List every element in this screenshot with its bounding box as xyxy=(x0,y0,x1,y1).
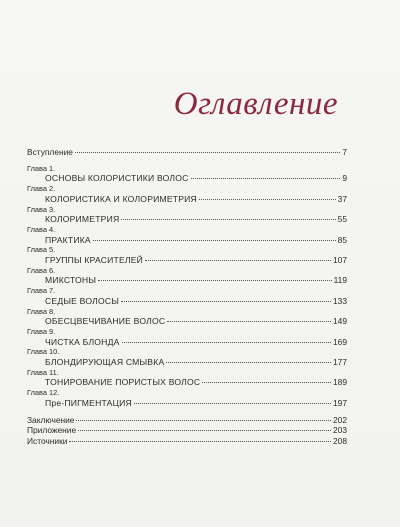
table-of-contents xyxy=(27,147,347,447)
chapter-title: СЕДЫЕ ВОЛОСЫ xyxy=(45,295,120,306)
dot-leader xyxy=(69,441,331,442)
dot-leader xyxy=(78,430,331,431)
chapter-page: 149 xyxy=(333,316,347,327)
backmatter-label: Приложение xyxy=(27,425,77,436)
chapter-number xyxy=(27,307,347,317)
chapter-number-label: Глава 1. xyxy=(27,163,56,173)
chapter-number xyxy=(27,245,347,255)
toc-entry-chapter xyxy=(27,275,347,286)
backmatter-page: 208 xyxy=(333,436,347,447)
chapter-number xyxy=(27,164,347,174)
toc-entry-chapter xyxy=(27,173,347,184)
toc-entry-backmatter xyxy=(27,415,347,426)
backmatter-label: Заключение xyxy=(27,414,75,425)
dot-leader xyxy=(191,178,341,179)
toc-entry-chapter xyxy=(27,194,347,205)
chapter-page: 197 xyxy=(333,397,347,408)
chapter-number-label: Глава 7. xyxy=(27,286,56,296)
dot-leader xyxy=(98,280,332,281)
chapter-page: 55 xyxy=(337,214,347,225)
chapter-number-label: Глава 11. xyxy=(27,367,59,377)
toc-entry-chapter xyxy=(27,398,347,409)
appendix-list xyxy=(27,415,347,448)
chapter-number-label: Глава 8. xyxy=(27,306,56,316)
dot-leader xyxy=(134,403,331,404)
chapter-number-label: Глава 4. xyxy=(27,225,56,235)
chapter-number xyxy=(27,184,347,194)
toc-entry-backmatter xyxy=(27,425,347,436)
chapter-title: Пре-ПИГМЕНТАЦИЯ xyxy=(45,397,132,408)
chapter-page: 37 xyxy=(337,193,347,204)
toc-entry-chapter xyxy=(27,357,347,368)
dot-leader xyxy=(75,152,340,153)
toc-entry-chapter xyxy=(27,235,347,246)
toc-entry-intro xyxy=(27,147,347,158)
chapter-title: ОСНОВЫ КОЛОРИСТИКИ ВОЛОС xyxy=(45,173,189,184)
chapter-number xyxy=(27,266,347,276)
chapter-title: ГРУППЫ КРАСИТЕЛЕЙ xyxy=(45,254,144,265)
dot-leader xyxy=(202,382,331,383)
chapter-title: БЛОНДИРУЮЩАЯ СМЫВКА xyxy=(45,356,165,367)
chapter-number xyxy=(27,225,347,235)
toc-entry-backmatter xyxy=(27,436,347,447)
chapter-page: 189 xyxy=(333,377,347,388)
chapter-title: ТОНИРОВАНИЕ ПОРИСТЫХ ВОЛОС xyxy=(45,377,201,388)
chapter-page: 9 xyxy=(342,173,347,184)
chapter-title: ПРАКТИКА xyxy=(45,234,91,245)
toc-entry-chapter xyxy=(27,316,347,327)
chapter-number xyxy=(27,368,347,378)
chapter-title: КОЛОРИМЕТРИЯ xyxy=(45,214,120,225)
chapter-number-label: Глава 12. xyxy=(27,388,60,398)
dot-leader xyxy=(121,301,331,302)
toc-entry-chapter xyxy=(27,377,347,388)
dot-leader xyxy=(122,342,331,343)
chapter-page: 107 xyxy=(333,254,347,265)
toc-entry-chapter xyxy=(27,214,347,225)
toc-entry-label: Вступление xyxy=(27,147,73,157)
toc-entry-chapter xyxy=(27,296,347,307)
dot-leader xyxy=(199,199,336,200)
chapter-title: ЧИСТКА БЛОНДА xyxy=(45,336,120,347)
chapter-number xyxy=(27,388,347,398)
chapter-page: 177 xyxy=(333,356,347,367)
chapter-page: 133 xyxy=(333,295,347,306)
dot-leader xyxy=(145,260,331,261)
chapter-number xyxy=(27,327,347,337)
chapter-page: 119 xyxy=(333,275,347,286)
chapter-title: КОЛОРИСТИКА И КОЛОРИМЕТРИЯ xyxy=(45,193,197,204)
chapter-number-label: Глава 5. xyxy=(27,245,56,255)
chapter-number xyxy=(27,205,347,215)
chapter-number-label: Глава 2. xyxy=(27,184,56,194)
dot-leader xyxy=(167,321,331,322)
chapter-number xyxy=(27,347,347,357)
dot-leader xyxy=(121,219,335,220)
backmatter-page: 203 xyxy=(333,425,347,436)
chapter-list xyxy=(27,164,347,409)
backmatter-label: Источники xyxy=(27,436,68,447)
chapter-page: 85 xyxy=(337,234,347,245)
chapter-page: 169 xyxy=(333,336,347,347)
chapter-number xyxy=(27,286,347,296)
dot-leader xyxy=(76,420,331,421)
toc-entry-page: 7 xyxy=(342,147,347,157)
toc-entry-chapter xyxy=(27,255,347,266)
chapter-number-label: Глава 10. xyxy=(27,347,60,357)
chapter-title: ОБЕСЦВЕЧИВАНИЕ ВОЛОС xyxy=(45,316,166,327)
dot-leader xyxy=(166,362,331,363)
dot-leader xyxy=(93,240,336,241)
toc-entry-chapter xyxy=(27,337,347,348)
chapter-number-label: Глава 3. xyxy=(27,204,56,214)
backmatter-page: 202 xyxy=(333,414,347,425)
chapter-number-label: Глава 6. xyxy=(27,265,56,275)
chapter-title: МИКСТОНЫ xyxy=(45,275,97,286)
chapter-number-label: Глава 9. xyxy=(27,327,56,337)
page-title: Оглавление xyxy=(173,86,338,122)
